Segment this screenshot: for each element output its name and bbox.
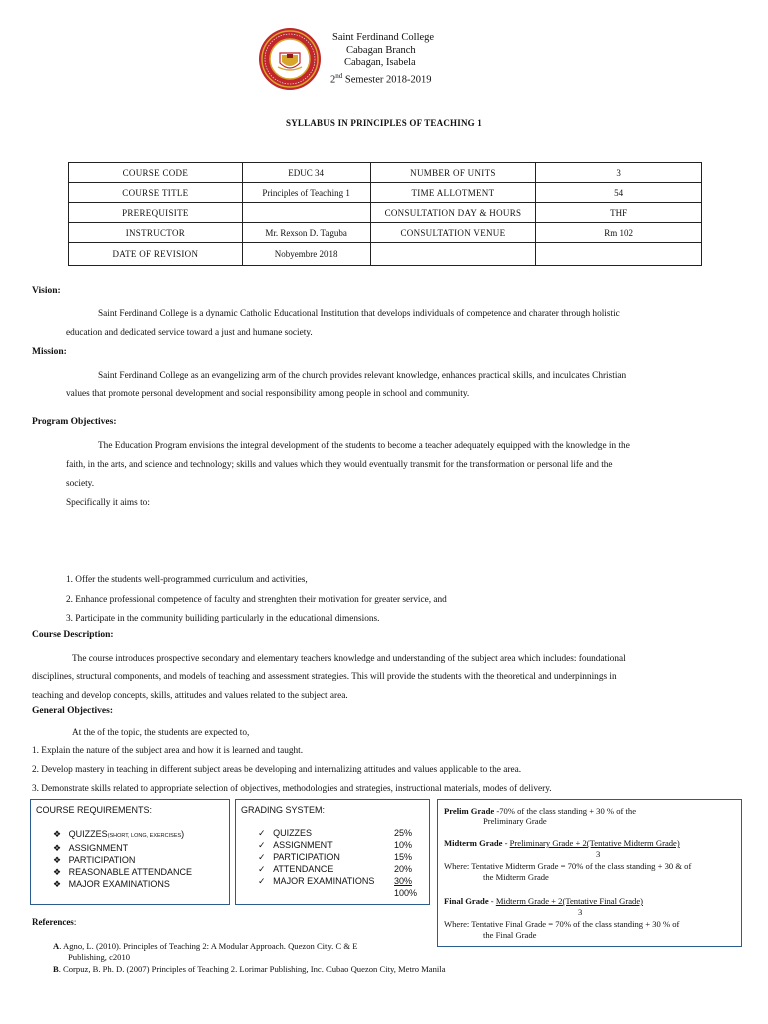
course-description-text-3: teaching and develop concepts, skills, attitudes and values related to the subject area.: [32, 691, 348, 701]
table-row: [69, 243, 702, 266]
table-row: [69, 183, 702, 203]
list-item: ❖ QUIZZES(SHORT, LONG, EXERCISES): [53, 829, 185, 839]
diamond-bullet-icon: ❖: [53, 879, 62, 889]
program-objectives-text-4: Specifically it aims to:: [66, 498, 150, 508]
school-name: Saint Ferdinand College: [332, 32, 435, 43]
table-cell: CONSULTATION VENUE: [370, 223, 536, 243]
prelim-grade-line: Prelim Grade -70% of the class standing + 30 % of the: [444, 806, 637, 816]
general-objectives-heading: General Objectives:: [32, 706, 113, 716]
college-seal-logo: [258, 27, 322, 91]
table-cell: COURSE CODE: [69, 163, 243, 183]
list-item: ✓ PARTICIPATION 15%: [258, 852, 413, 862]
final-where-line-2: the Final Grade: [483, 930, 537, 940]
list-item-continuation: Publishing, c2010: [68, 952, 131, 962]
final-divisor: 3: [578, 907, 583, 917]
final-grade-line: Final Grade - Midterm Grade + 2(Tentative Final Grade): [444, 896, 643, 906]
list-item: 3. Participate in the community builiding particularly in the educational dimensions.: [66, 614, 380, 624]
program-objectives-text-2: faith, in the arts, and science and technology; skills and values which they would eventually transmit for the transformation or personal life and the: [66, 460, 613, 470]
grading-total: 100%: [394, 888, 418, 898]
list-item: ❖ PARTICIPATION: [53, 855, 136, 865]
checkmark-icon: ✓: [258, 852, 266, 862]
list-item: 1. Explain the nature of the subject area and how it is learned and taught.: [32, 746, 304, 756]
list-item: 3. Demonstrate skills related to appropriate selection of objectives, methodologies and strategies, instructional materials, modes of delivery.: [32, 784, 552, 794]
table-row: [69, 203, 702, 223]
table-cell: EDUC 34: [242, 163, 370, 183]
table-cell: Principles of Teaching 1: [242, 183, 370, 203]
course-description-text-2: disciplines, structural components, and models of teaching and assessment strategies. This will provide the students with the theoretical and underpinnings in: [32, 672, 617, 682]
vision-heading: Vision:: [32, 286, 61, 296]
table-cell: NUMBER OF UNITS: [370, 163, 536, 183]
course-requirements-heading: COURSE REQUIREMENTS:: [36, 805, 153, 815]
list-item: B. Corpuz, B. Ph. D. (2007) Principles of Teaching 2. Lorimar Publishing, Inc. Cubao Quezon City, Metro Manila: [53, 964, 446, 974]
checkmark-icon: ✓: [258, 828, 266, 838]
course-requirements-box: [30, 799, 230, 905]
diamond-bullet-icon: ❖: [53, 829, 62, 839]
checkmark-icon: ✓: [258, 876, 266, 886]
grading-system-heading: GRADING SYSTEM:: [241, 805, 326, 815]
list-item: ✓ MAJOR EXAMINATIONS 30%: [258, 876, 413, 886]
list-item: ❖ MAJOR EXAMINATIONS: [53, 879, 170, 889]
course-description-text-1: The course introduces prospective secondary and elementary teachers knowledge and understanding of the subject area which includes: foundational: [72, 654, 626, 664]
table-cell: 3: [536, 163, 702, 183]
diamond-bullet-icon: ❖: [53, 843, 62, 853]
midterm-divisor: 3: [596, 849, 601, 859]
list-item: 2. Develop mastery in teaching in different subject areas be developing and internalizing attitudes and values applicable to the area.: [32, 765, 522, 775]
table-cell: Mr. Rexson D. Taguba: [242, 223, 370, 243]
course-description-heading: Course Description:: [32, 630, 114, 640]
mission-text-1: Saint Ferdinand College as an evangelizing arm of the church provides relevant knowledge, enhances practical skills, and inculcates Christian: [98, 371, 627, 381]
grade-computation-box: [437, 799, 742, 947]
program-objectives-text-3: society.: [66, 479, 95, 489]
list-item: A. Agno, L. (2010). Principles of Teaching 2: A Modular Approach. Quezon City. C & E: [53, 941, 358, 951]
diamond-bullet-icon: ❖: [53, 855, 62, 865]
table-cell: CONSULTATION DAY & HOURS: [370, 203, 536, 223]
table-cell: [242, 203, 370, 223]
list-item: ✓ ASSIGNMENT 10%: [258, 840, 413, 850]
list-item: ❖ REASONABLE ATTENDANCE: [53, 867, 192, 877]
mission-heading: Mission:: [32, 347, 67, 357]
general-objectives-intro: At the of the topic, the students are expected to,: [72, 728, 250, 738]
table-cell: DATE OF REVISION: [69, 243, 243, 266]
checkmark-icon: ✓: [258, 840, 266, 850]
list-item: ❖ ASSIGNMENT: [53, 843, 129, 853]
vision-text-2: education and dedicated service toward a just and humane society.: [66, 328, 313, 338]
checkmark-icon: ✓: [258, 864, 266, 874]
midterm-grade-line: Midterm Grade - Preliminary Grade + 2(Tentative Midterm Grade): [444, 838, 680, 848]
diamond-bullet-icon: ❖: [53, 867, 62, 877]
table-cell: THF: [536, 203, 702, 223]
table-cell: Rm 102: [536, 223, 702, 243]
midterm-where-line: Where: Tentative Midterm Grade = 70% of the class standing + 30 & of: [444, 861, 692, 871]
list-item: ✓ ATTENDANCE 20%: [258, 864, 413, 874]
table-cell: PREREQUISITE: [69, 203, 243, 223]
midterm-where-line-2: the Midterm Grade: [483, 872, 549, 882]
school-header: [330, 32, 434, 87]
list-item: ✓ QUIZZES 25%: [258, 828, 413, 838]
school-address: Cabagan, Isabela: [344, 57, 416, 68]
program-objectives-text-1: The Education Program envisions the integral development of the students to become a teacher adequately equipped with the knowledge in the: [98, 441, 630, 451]
prelim-grade-line-2: Preliminary Grade: [483, 816, 547, 826]
final-where-line: Where: Tentative Final Grade = 70% of the class standing + 30 % of: [444, 919, 680, 929]
list-item: 1. Offer the students well-programmed curriculum and activities,: [66, 575, 308, 585]
table-row: [69, 223, 702, 243]
table-cell: [370, 243, 536, 266]
table-cell: [536, 243, 702, 266]
semester-line: 2nd Semester 2018-2019: [330, 71, 432, 85]
mission-text-2: values that promote personal development and social responsibility among people in school and community.: [66, 389, 470, 399]
references-heading: References:: [32, 917, 77, 927]
table-cell: TIME ALLOTMENT: [370, 183, 536, 203]
table-cell: INSTRUCTOR: [69, 223, 243, 243]
table-cell: Nobyembre 2018: [242, 243, 370, 266]
vision-text-1: Saint Ferdinand College is a dynamic Catholic Educational Institution that develops individuals of competence and charater through holistic: [98, 309, 620, 319]
table-cell: COURSE TITLE: [69, 183, 243, 203]
list-item: 2. Enhance professional competence of faculty and strenghten their motivation for greater service, and: [66, 595, 447, 605]
table-cell: 54: [536, 183, 702, 203]
table-row: [69, 163, 702, 183]
grading-system-box: [235, 799, 430, 905]
syllabus-title: SYLLABUS IN PRINCIPLES OF TEACHING 1: [286, 118, 482, 128]
program-objectives-heading: Program Objectives:: [32, 417, 117, 427]
school-branch: Cabagan Branch: [346, 44, 416, 56]
course-info-table: [68, 162, 702, 266]
